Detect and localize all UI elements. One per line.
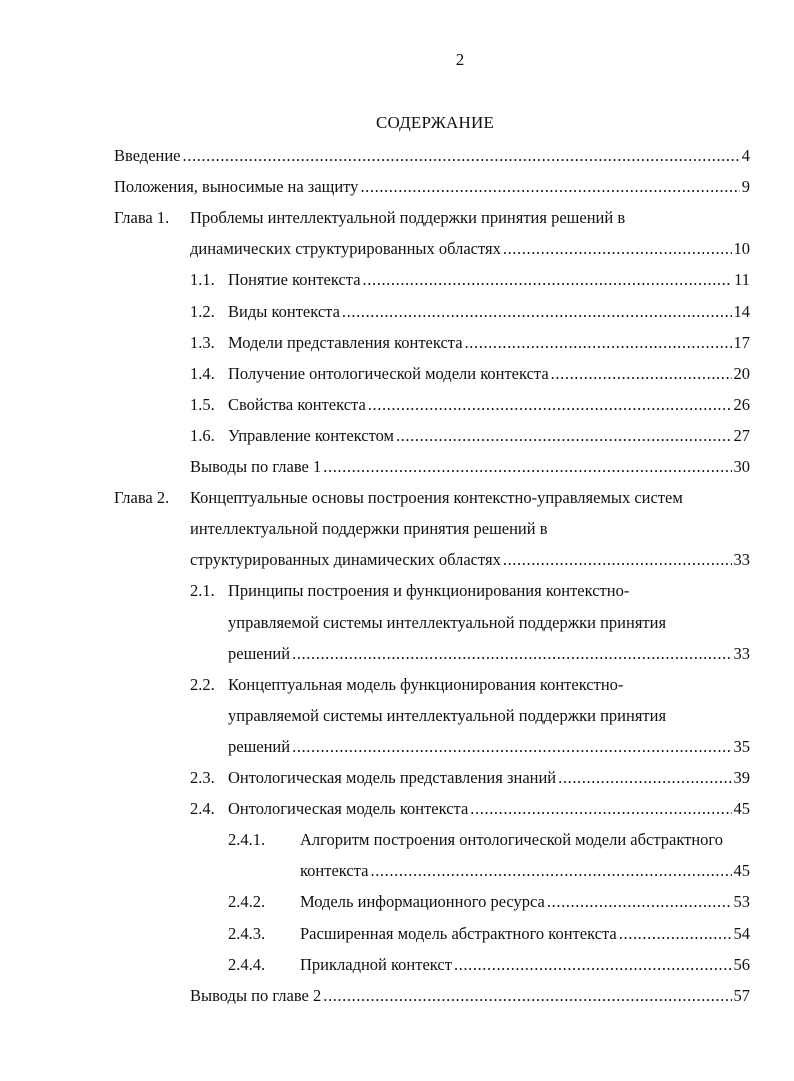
toc-entry	[190, 332, 750, 354]
toc-entry-title: Управление контекстом	[228, 425, 394, 445]
toc-entry-line	[228, 829, 724, 851]
toc-entry-page: 45	[733, 799, 750, 819]
toc-entry-title: интеллектуальной поддержки принятия решений в	[190, 519, 548, 539]
toc-entry-title: Прикладной контекст	[300, 954, 452, 974]
toc-entry-page: 20	[733, 363, 750, 383]
toc-entry	[300, 860, 750, 882]
page-number: 2	[455, 50, 465, 69]
toc-entry-page: 56	[733, 954, 750, 974]
toc-entry-line	[190, 580, 630, 602]
dot-leader	[292, 643, 731, 665]
dot-leader	[503, 238, 732, 260]
dot-leader	[454, 954, 732, 976]
toc-entry-title: контекста	[300, 861, 369, 881]
toc-entry-page: 9	[741, 177, 750, 197]
dot-leader	[323, 456, 731, 478]
toc-entry-page: 39	[733, 768, 750, 787]
dot-leader	[360, 176, 739, 198]
toc-entry-title: Модель информационного ресурса	[300, 892, 545, 912]
toc-entry	[190, 456, 750, 478]
dot-leader	[619, 923, 732, 945]
toc-entry	[190, 363, 750, 385]
toc-entry	[190, 549, 750, 571]
toc-entry-number: 1.4.	[190, 363, 215, 383]
dot-leader	[342, 301, 732, 323]
toc-entry-number: 2.3.	[190, 768, 215, 787]
toc-entry-page: 30	[733, 457, 750, 476]
toc-entry-title: динамических структурированных областях	[190, 239, 501, 259]
toc-entry-line	[190, 518, 548, 540]
toc-entry	[228, 736, 750, 758]
toc-entry-page: 27	[733, 425, 750, 445]
toc-entry-title: решений	[228, 643, 291, 663]
toc-entry-number: 2.4.	[190, 799, 215, 819]
toc-entry-title: Модели представления контекста	[228, 332, 463, 352]
toc-entry-number: 2.4.1.	[228, 830, 266, 850]
toc-entry	[190, 767, 750, 789]
toc-entry-title: Положения, выносимые на защиту	[114, 177, 359, 197]
toc-entry-title: Онтологическая модель представления знаний	[228, 768, 557, 787]
toc-title: СОДЕРЖАНИЕ	[375, 113, 495, 132]
toc-entry	[190, 798, 750, 820]
toc-entry-number: Глава 2.	[114, 488, 170, 508]
toc-entry-page: 33	[733, 550, 750, 570]
dot-leader	[547, 891, 732, 913]
toc-entry	[228, 923, 750, 945]
dot-leader	[363, 269, 733, 291]
toc-entry	[190, 425, 750, 447]
dot-leader	[465, 332, 732, 354]
toc-entry-title: Концептуальная модель функционирования контекстно-	[228, 674, 624, 694]
toc-entry-number: 2.1.	[190, 581, 215, 601]
toc-entry-page: 11	[734, 270, 750, 290]
toc-entry-number: 2.2.	[190, 674, 215, 694]
toc-entry	[190, 269, 750, 291]
toc-entry-title: управляемой системы интеллектуальной поддержки принятия	[228, 705, 667, 725]
toc-entry	[114, 176, 750, 198]
toc-entry-title: Свойства контекста	[228, 394, 366, 414]
toc-entry-number: 1.6.	[190, 425, 215, 445]
toc-entry-number: Глава 1.	[114, 208, 170, 228]
toc-entry-page: 4	[741, 146, 750, 165]
toc-entry-title: Проблемы интеллектуальной поддержки принятия решений в	[190, 208, 626, 228]
toc-entry-title: управляемой системы интеллектуальной поддержки принятия	[228, 612, 667, 632]
toc-entry-number: 1.2.	[190, 301, 215, 321]
toc-entry	[190, 238, 750, 260]
toc-entry-line	[228, 705, 666, 727]
toc-entry-number: 2.4.3.	[228, 923, 266, 943]
dot-leader	[558, 767, 731, 789]
dot-leader	[292, 736, 731, 758]
toc-entry-number: 1.5.	[190, 394, 215, 414]
dot-leader	[370, 860, 731, 882]
toc-entry-page: 54	[733, 923, 750, 943]
toc-entry	[228, 891, 750, 913]
dot-leader	[503, 549, 732, 571]
toc-entry-title: Понятие контекста	[228, 270, 361, 290]
toc-entry-number: 1.3.	[190, 332, 215, 352]
toc-entry-page: 10	[733, 239, 750, 259]
toc-entry-title: Выводы по главе 1	[190, 457, 322, 476]
toc-entry-title: Введение	[114, 146, 181, 165]
toc-entry-page: 26	[733, 394, 750, 414]
toc-entry-page: 57	[733, 985, 750, 1005]
dot-leader	[368, 394, 732, 416]
toc-entry	[114, 145, 750, 167]
toc-entry-title: Алгоритм построения онтологической модели абстрактного	[300, 830, 724, 850]
toc-entry	[228, 954, 750, 976]
toc-entry-title: Получение онтологической модели контекста	[228, 363, 549, 383]
toc-entry-page: 17	[733, 332, 750, 352]
toc-entry-line	[114, 487, 683, 509]
toc-entry-title: Расширенная модель абстрактного контекста	[300, 923, 617, 943]
toc-entry-title: Виды контекста	[228, 301, 340, 321]
dot-leader	[551, 363, 732, 385]
toc-entry-title: Концептуальные основы построения контекстно-управляемых систем	[190, 488, 683, 508]
toc-entry-title: Принципы построения и функционирования контекстно-	[228, 581, 630, 601]
toc-entry-title: Онтологическая модель контекста	[228, 799, 469, 819]
toc-entry-line	[114, 207, 626, 229]
toc-entry-line	[228, 612, 666, 634]
toc-entry-title: структурированных динамических областях	[190, 550, 501, 570]
toc-entry-page: 35	[733, 736, 750, 756]
toc-entry	[228, 643, 750, 665]
toc-entry-number: 2.4.4.	[228, 954, 266, 974]
dot-leader	[183, 145, 740, 167]
dot-leader	[470, 798, 731, 820]
dot-leader	[323, 985, 731, 1007]
toc-entry-number: 1.1.	[190, 270, 215, 290]
toc-entry-title: решений	[228, 736, 291, 756]
toc-entry-number: 2.4.2.	[228, 892, 266, 912]
toc-entry-page: 14	[733, 301, 750, 321]
toc-entry-page: 33	[733, 643, 750, 663]
toc-entry-page: 45	[733, 861, 750, 881]
toc-entry-line	[190, 674, 624, 696]
toc-entry-page: 53	[733, 892, 750, 912]
dot-leader	[396, 425, 732, 447]
toc-entry	[190, 985, 750, 1007]
toc-entry	[190, 394, 750, 416]
toc-entry-title: Выводы по главе 2	[190, 985, 322, 1005]
toc-entry	[190, 301, 750, 323]
